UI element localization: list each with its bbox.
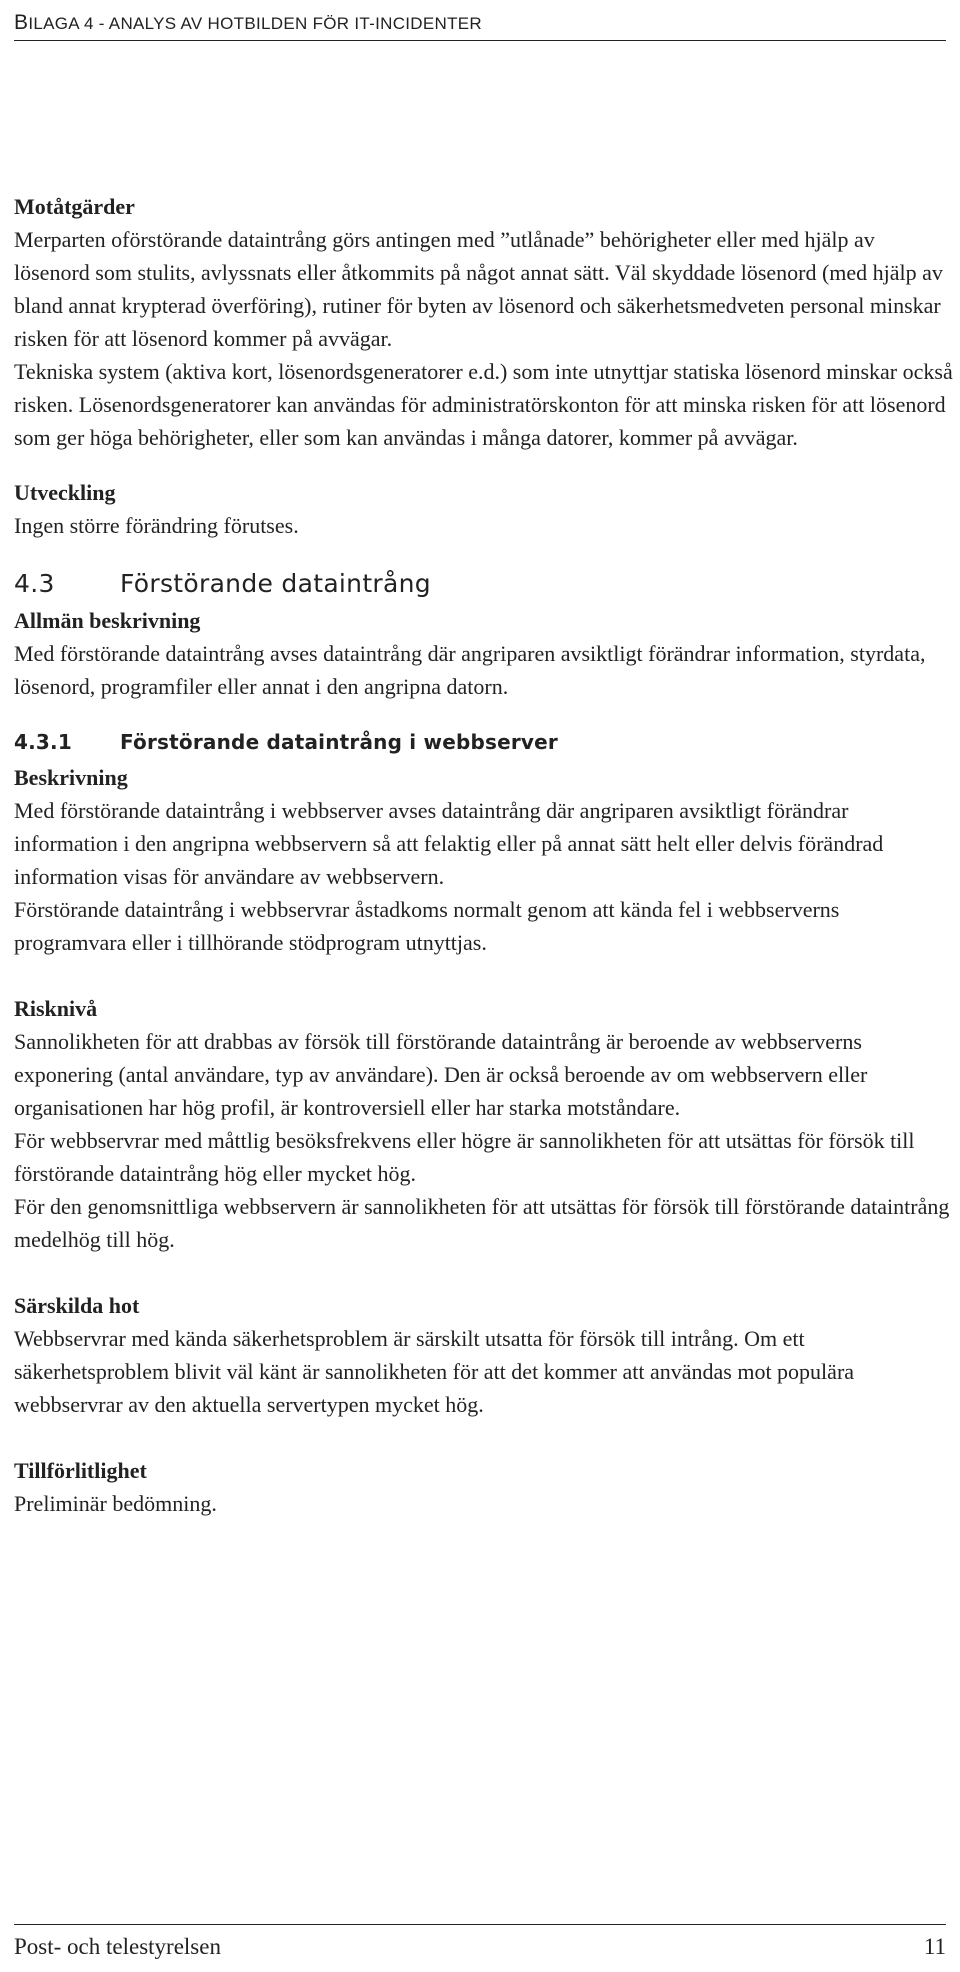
section-4-3-number: 4.3 <box>14 569 55 598</box>
sarskilda-hot-section <box>14 1289 954 1421</box>
section-4-3-heading <box>14 564 954 604</box>
tillforlitlighet-section <box>14 1454 954 1520</box>
riskniva-paragraph-2: För webbservrar med måttlig besöksfrekvens eller högre är sannolikheten för att utsättas för försök till förstörande dataintrång hög eller mycket hög. <box>14 1128 915 1186</box>
motatgarder-paragraph-1: Merparten oförstörande dataintrång görs antingen med ”utlånade” behörigheter eller med hjälp av lösenord som stulits, avlyssnats eller åtkommits på något annat sätt. Väl skyddade lösenord (med hjälp av bland annat krypterad överföring), rutiner för byten av lösenord och säkerhetsmedveten personal minskar risken för att lösenord kommer på avvägar. <box>14 227 943 351</box>
allman-beskrivning-heading: Allmän beskrivning <box>14 608 201 633</box>
riskniva-heading: Risknivå <box>14 996 98 1021</box>
utveckling-text: Ingen större förändring förutses. <box>14 513 299 538</box>
header-initial: B <box>14 11 29 34</box>
document-body <box>14 190 954 1520</box>
tillforlitlighet-text: Preliminär bedömning. <box>14 1491 217 1516</box>
beskrivning-heading: Beskrivning <box>14 765 128 790</box>
sarskilda-hot-heading: Särskilda hot <box>14 1293 140 1318</box>
utveckling-section <box>14 476 954 542</box>
utveckling-heading: Utveckling <box>14 480 116 505</box>
motatgarder-heading: Motåtgärder <box>14 194 135 219</box>
riskniva-section <box>14 992 954 1256</box>
footer-page-number: 11 <box>923 1934 946 1959</box>
sarskilda-hot-text: Webbservrar med kända säkerhetsproblem är särskilt utsatta för försök till intrång. Om ett säkerhetsproblem blivit väl känt är sannolikheten för att det kommer att användas mot populära webbservrar av den aktuella servertypen mycket hög. <box>14 1326 855 1417</box>
motatgarder-section <box>14 190 954 454</box>
allman-beskrivning-text: Med förstörande dataintrång avses dataintrång där angriparen avsiktligt förändrar information, styrdata, lösenord, programfiler eller annat i den angripna datorn. <box>14 641 926 699</box>
section-4-3-1-number: 4.3.1 <box>14 730 72 754</box>
allman-beskrivning-section <box>14 604 954 703</box>
section-4-3-title: Förstörande dataintrång <box>120 569 431 598</box>
page-header <box>14 6 946 41</box>
beskrivning-paragraph-1: Med förstörande dataintrång i webbserver avses dataintrång där angriparen avsiktligt förändrar information i den angripna webbservern så att felaktig eller på annat sätt helt eller delvis förändrad information visas för användare av webbservern. <box>14 798 884 889</box>
riskniva-paragraph-3: För den genomsnittliga webbservern är sannolikheten för att utsättas för försök till förstörande dataintrång medelhög till hög. <box>14 1194 950 1252</box>
motatgarder-paragraph-2: Tekniska system (aktiva kort, lösenordsgeneratorer e.d.) som inte utnyttjar statiska lösenord minskar också risken. Lösenordsgeneratorer kan användas för administratörskonton för att minska risken för att lösenord som ger höga behörigheter, eller som kan användas i många datorer, kommer på avvägar. <box>14 359 953 450</box>
header-title: ILAGA 4 - ANALYS AV HOTBILDEN FÖR IT-INCIDENTER <box>28 14 482 33</box>
beskrivning-paragraph-2: Förstörande dataintrång i webbservrar åstadkoms normalt genom att kända fel i webbserverns programvara eller i tillhörande stödprogram utnyttjas. <box>14 897 840 955</box>
beskrivning-section <box>14 761 954 959</box>
section-4-3-1-heading <box>14 727 954 757</box>
riskniva-paragraph-1: Sannolikheten för att drabbas av försök till förstörande dataintrång är beroende av webbserverns exponering (antal användare, typ av användare). Den är också beroende av om webbservern eller organisationen har hög profil, är kontroversiell eller har starka motståndare. <box>14 1029 868 1120</box>
tillforlitlighet-heading: Tillförlitlighet <box>14 1458 147 1483</box>
section-4-3-1-title: Förstörande dataintrång i webbserver <box>120 730 558 754</box>
page-footer <box>14 1924 946 1969</box>
footer-publisher: Post- och telestyrelsen <box>14 1934 221 1959</box>
